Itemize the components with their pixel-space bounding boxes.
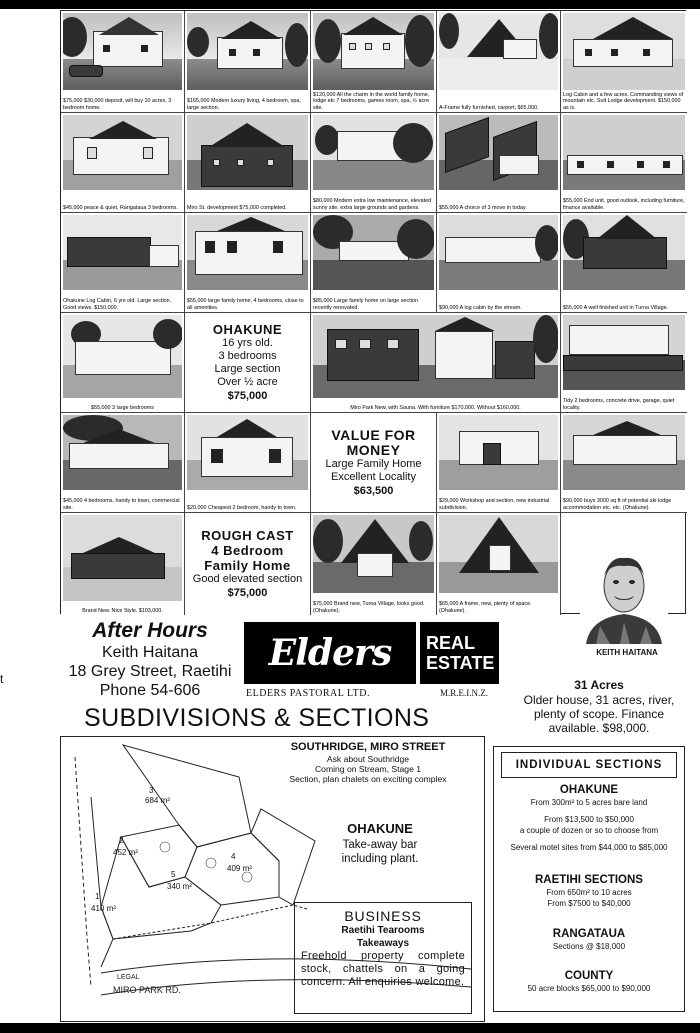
listing-caption: $90,000 A log cabin by the stream. <box>439 304 522 311</box>
real-label: REAL <box>426 633 475 653</box>
listing-card[interactable] <box>185 413 311 513</box>
ohakune-takeaway-block[interactable] <box>310 820 450 866</box>
agent-phone: Phone 54-606 <box>99 682 201 699</box>
listing-caption: $55,000 A well finished unit in Turoa Village. <box>563 304 669 311</box>
listing-card[interactable] <box>61 213 185 313</box>
ohakune-sections[interactable] <box>494 783 684 853</box>
listing-caption: $90,000 buys 3000 sq ft of potential ski lodge accommodation etc. etc. (Ohakune). <box>563 498 672 511</box>
lot-area: 409 m² <box>227 864 252 873</box>
house-photo <box>63 13 182 90</box>
house-photo <box>313 13 434 90</box>
after-hours-block <box>60 618 240 700</box>
house-photo <box>563 13 685 90</box>
block-line: Sections @ $18,000 <box>552 942 626 951</box>
listing-card[interactable] <box>437 11 561 113</box>
listing-card[interactable] <box>61 113 185 213</box>
listing-caption: $75,000 $30,000 deposit, will buy 10 acres, 3 bedroom home. <box>63 98 172 111</box>
block-line: a couple of dozen or so to choose from <box>519 826 659 835</box>
agent-contact-name: Keith Haitana <box>101 644 199 661</box>
individual-sections-box <box>493 746 685 1012</box>
house-photo <box>439 115 558 190</box>
house-photo <box>187 415 308 490</box>
listing-card[interactable] <box>311 313 561 413</box>
house-photo <box>63 515 182 601</box>
southridge-line: Section, plan chalets on exciting complex <box>289 774 447 784</box>
listing-caption: $65,000 A frame, new, plenty of space. (Ohakune). <box>439 601 532 614</box>
listing-caption: $120,000 All the charm in the world family home, lodge etc 7 bedrooms, games room, spa, ½ acre site. <box>313 91 430 111</box>
listing-card[interactable] <box>61 413 185 513</box>
lot-area: 410 m² <box>91 904 116 913</box>
listing-card[interactable] <box>561 213 687 313</box>
listing-card[interactable] <box>437 213 561 313</box>
house-photo <box>63 215 182 290</box>
estate-label: ESTATE <box>426 653 495 673</box>
ad-line: Good elevated section <box>192 573 303 585</box>
lot-area: 684 m² <box>145 796 170 805</box>
listing-caption: Miro St. development $75,000 completed. <box>187 204 287 211</box>
listing-caption: $55,000 large family home, 4 bedrooms, close to all amenities. <box>187 298 304 311</box>
margin-mark: t <box>0 672 4 686</box>
house-photo <box>187 13 308 90</box>
county-sections[interactable] <box>494 969 684 994</box>
listing-card[interactable] <box>437 513 561 615</box>
listing-caption: $20,000 Cheapest 2 bedroom, handy to town. <box>187 504 297 511</box>
top-border <box>0 0 700 9</box>
business-subtitle: Takeaways <box>356 938 410 949</box>
block-title: RANGATAUA <box>552 928 626 940</box>
listing-caption: $45,000 peace & quiet, Rangataua 3 bedrooms. <box>63 204 178 211</box>
house-photo <box>313 515 434 593</box>
house-photo <box>313 115 434 190</box>
ad-price: $63,500 <box>353 484 394 497</box>
listing-card[interactable] <box>61 313 185 413</box>
listing-card[interactable] <box>185 213 311 313</box>
ad-title: MONEY <box>346 441 401 458</box>
road-legal-label: LEGAL <box>117 974 140 981</box>
house-photo <box>439 415 558 490</box>
agent-photo <box>580 548 668 644</box>
takeaway-title: OHAKUNE <box>347 821 413 836</box>
southridge-line: Coming on Stream, Stage 1 <box>314 764 422 774</box>
southridge-block[interactable] <box>270 741 466 784</box>
block-line: Several motel sites from $44,000 to $85,000 <box>510 843 668 852</box>
block-line: From $7500 to $40,000 <box>547 899 631 908</box>
listing-caption: $80,000 Modern extra low maintenance, elevated sunny site, extra large grounds and gardens. <box>313 198 432 211</box>
raetihi-sections[interactable] <box>494 873 684 909</box>
house-photo <box>63 415 182 490</box>
business-box[interactable] <box>294 902 472 1014</box>
house-photo <box>563 215 685 290</box>
ad-price: $75,000 <box>227 390 268 402</box>
block-line: From 650m² to 10 acres <box>546 888 632 897</box>
ad-title: VALUE FOR <box>331 426 416 443</box>
lot-number: 4 <box>231 852 236 861</box>
house-photo <box>563 415 685 490</box>
house-photo <box>439 215 558 290</box>
house-photo <box>439 13 558 90</box>
listing-caption: Tidy 2 bedrooms, concrete drive, garage, quiet locality. <box>563 398 675 411</box>
listing-caption: $75,000 Brand new, Turoa Village, looks good. (Ohakune). <box>313 601 425 614</box>
acres-title: 31 Acres <box>574 678 624 692</box>
lot-number: 5 <box>171 870 176 879</box>
takeaway-line: Take-away bar <box>342 839 418 851</box>
lot-area: 452 m² <box>113 848 138 857</box>
listing-caption: Ohakune Log Cabin, 6 yrs old. Large section. Good views. $150,000. <box>63 298 172 311</box>
bottom-border <box>0 1023 700 1033</box>
ad-price: $75,000 <box>227 587 268 599</box>
rangataua-sections[interactable] <box>494 927 684 952</box>
ad-line: Excellent Locality <box>331 470 416 483</box>
business-text: Freehold property complete stock, chattels on a going concern. All enquiries welcome. <box>301 950 465 988</box>
acres-text: Older house, 31 acres, river, plenty of scope. Finance available. $98,000. <box>523 693 675 735</box>
listing-caption: A-Frame fully furnished, carport, $65,000. <box>439 104 539 111</box>
registration: M.R.E.I.N.Z. <box>440 688 488 698</box>
listing-caption: $165,000 Modern luxury living, 4 bedroom, spa, large section. <box>187 98 301 111</box>
house-photo <box>63 315 182 398</box>
house-photo <box>63 115 182 190</box>
section-heading: SUBDIVISIONS & SECTIONS <box>84 704 430 732</box>
lot-number: 3 <box>149 786 154 795</box>
listing-card[interactable] <box>437 413 561 513</box>
listings-grid <box>60 10 686 614</box>
listing-card[interactable] <box>185 11 311 113</box>
company-name: ELDERS PASTORAL LTD. <box>246 688 371 699</box>
listing-card[interactable] <box>61 513 185 615</box>
business-title: BUSINESS <box>344 908 422 924</box>
takeaway-line: including plant. <box>341 853 419 865</box>
listing-card[interactable] <box>561 113 687 213</box>
block-title: OHAKUNE <box>559 784 619 796</box>
ad-title: OHAKUNE <box>212 322 283 337</box>
ad-title: Family Home <box>204 558 291 573</box>
lot-number: 2 <box>119 836 124 845</box>
listing-card[interactable] <box>185 113 311 213</box>
house-photo <box>313 315 558 398</box>
ad-line: 3 bedrooms <box>218 350 277 362</box>
listing-card[interactable] <box>561 413 687 513</box>
road-label: MIRO PARK RD. <box>113 985 181 995</box>
ad-ohakune[interactable] <box>185 313 311 413</box>
southridge-title: SOUTHRIDGE, MIRO STREET <box>290 741 446 753</box>
ad-rough-cast[interactable] <box>185 513 311 615</box>
agent-address: 18 Grey Street, Raetihi <box>68 663 232 680</box>
after-hours-title: After Hours <box>92 619 208 642</box>
ad-title: 4 Bedroom <box>211 543 284 558</box>
agent-name: KEITH HAITANA <box>596 648 658 657</box>
listing-caption: Miro Park New, with Sauna. With furniture $170,000. Without $160,000. <box>350 404 521 411</box>
house-photo <box>563 115 685 190</box>
house-photo <box>439 515 558 593</box>
ad-line: Large section <box>214 363 281 375</box>
elders-logo <box>244 622 499 684</box>
ad-line: Over ½ acre <box>217 376 278 388</box>
elders-wordmark: Elders <box>244 622 416 684</box>
house-photo <box>187 215 308 290</box>
lot-area: 340 m² <box>167 882 192 891</box>
listing-card[interactable] <box>561 313 687 413</box>
listing-card[interactable] <box>311 513 437 615</box>
ad-value-for-money[interactable] <box>311 413 437 513</box>
listing-caption: $29,000 Workshop and section, new industrial subdivision. <box>439 498 550 511</box>
lot-number: 1 <box>95 892 100 901</box>
listing-caption: $55,000 End unit, good outlook, including furniture, finance available. <box>563 198 685 211</box>
real-estate-mark <box>420 622 499 684</box>
listing-card[interactable] <box>311 113 437 213</box>
individual-sections-title: INDIVIDUAL SECTIONS <box>501 752 677 778</box>
block-title: RAETIHI SECTIONS <box>535 874 643 886</box>
listing-caption: $85,000 Large family home on large section recently renovated. <box>313 298 418 311</box>
listing-card[interactable] <box>311 213 437 313</box>
ad-line: 16 yrs old. <box>222 337 273 349</box>
listing-card[interactable] <box>437 113 561 213</box>
listing-caption: Brand New. Nice Style. $103,000. <box>82 607 163 614</box>
business-subtitle: Raetihi Tearooms <box>341 925 425 936</box>
house-photo <box>187 115 308 190</box>
house-photo <box>563 315 685 390</box>
listing-caption: $55,000 A choice of 3 move in today. <box>439 204 527 211</box>
ad-title: ROUGH CAST <box>201 528 294 543</box>
listing-caption: $45,000 4 bedrooms, handy to town, commercial site. <box>63 498 180 511</box>
block-line: From 300m² to 5 acres bare land <box>530 798 648 807</box>
block-line: From $13,500 to $50,000 <box>544 815 634 824</box>
listing-card[interactable] <box>311 11 437 113</box>
listing-caption: $55,000 3 large bedrooms <box>91 404 154 411</box>
listing-card[interactable] <box>561 11 687 113</box>
acres-listing[interactable] <box>510 677 688 735</box>
listing-caption: Log Cabin and a few acres. Commanding views of mountain etc. Suit Lodge development. $150,000 as is. <box>563 91 684 111</box>
block-line: 50 acre blocks $65,000 to $90,000 <box>527 984 651 993</box>
house-photo <box>313 215 434 290</box>
southridge-line: Ask about Southridge <box>326 754 410 764</box>
ad-line: Large Family Home <box>325 457 422 470</box>
listing-card[interactable] <box>61 11 185 113</box>
block-title: COUNTY <box>564 970 614 982</box>
